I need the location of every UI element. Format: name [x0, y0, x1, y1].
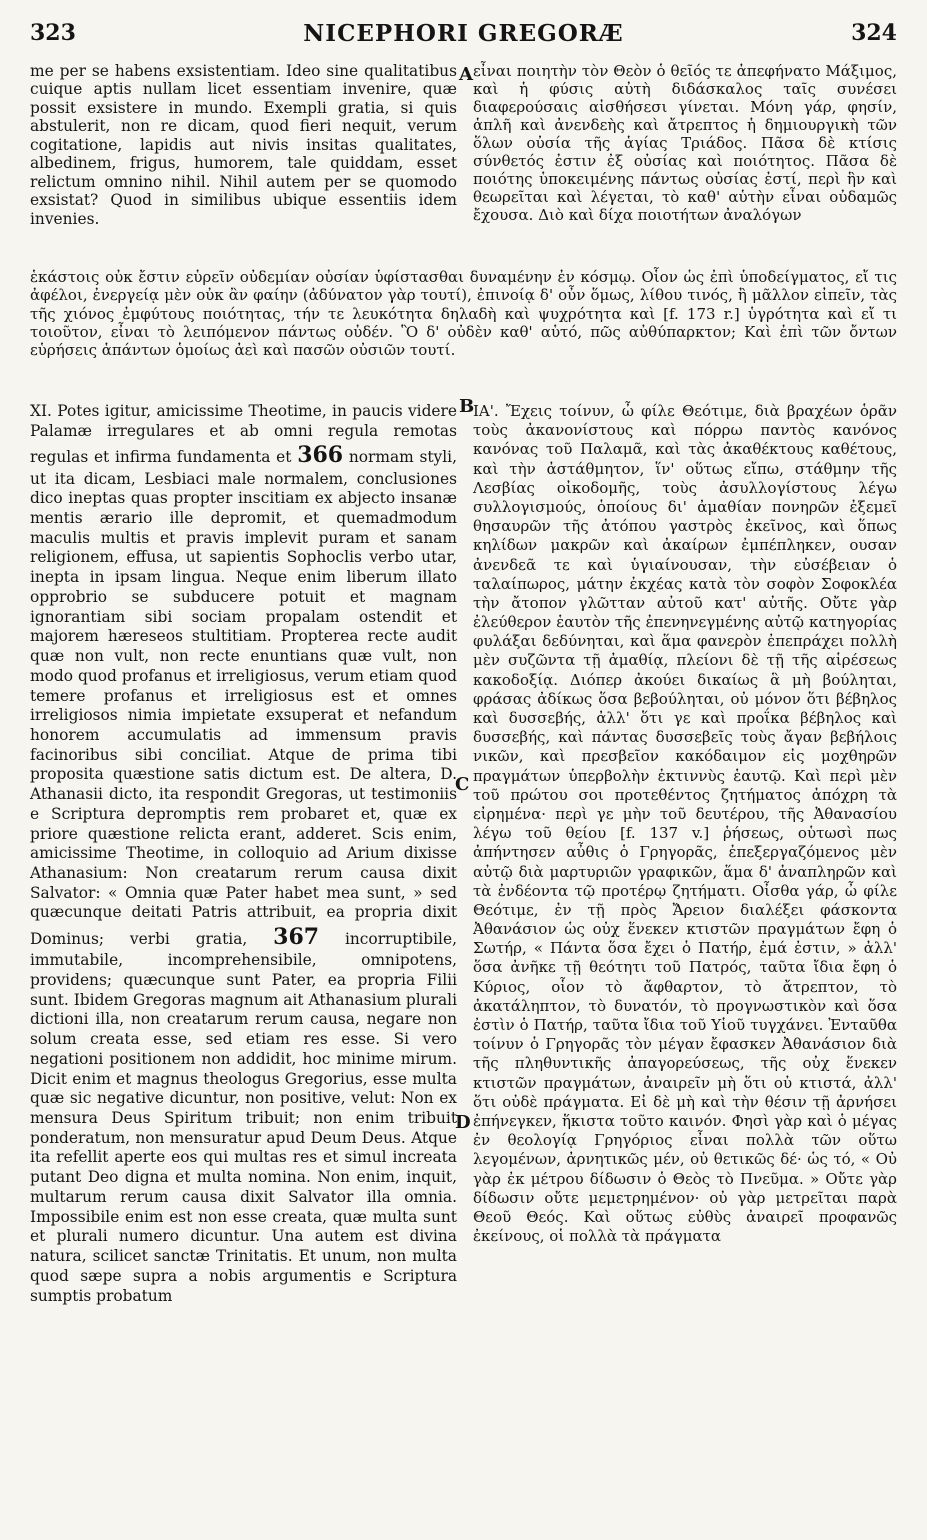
block-3 [30, 396, 897, 1522]
column-number-367: 367 [273, 924, 320, 951]
greek-paragraph: εἶναι ποιητὴν τὸν Θεὸν ὁ θεῖός τε ἀπεφήνατο Μάξιμος, καὶ ἡ φύσις αὐτὴ διδάσκαλος ταῖς συνέσει διαφερούσαις αἰσθήσεσι γίνεται. Μόνη γάρ, φησίν, ἁπλῆ καὶ ἀνενδεὴς καὶ ἄτρεπτος ἡ δημιουργικὴ τῶν ὅλων οὐσία τῆς ἁγίας Τριάδος. Πᾶσα δὲ κτίσις σύνθετός ἐστιν ἐξ οὐσίας καὶ ποιότητος. Πᾶσα δὲ ποιότης ὑποκειμένης πάντως οὐσίας ἐστί, περὶ ἣν καὶ θεωρεῖται καὶ λέγεται, τὸ καθ' αὑτὴν εἶναι οὐδαμῶς ἔχουσα. Διὸ καὶ δίχα ποιοτήτων ἀναλόγων [473, 62, 897, 224]
greek-column-1 [473, 62, 897, 224]
margin-letter-c: C [455, 774, 470, 795]
running-header [0, 6, 927, 46]
right-page-number: 324 [851, 20, 897, 46]
margin-letter-a: A [459, 64, 473, 85]
greek-column-2 [473, 402, 897, 1246]
greek-paragraph: ἑκάστοις οὐκ ἔστιν εὑρεῖν οὐδεμίαν οὐσίαν ὑφίστασθαι δυναμένην ἐν κόσμῳ. Οἷον ὡς ἐπὶ ὑποδείγματος, εἴ τις ἀφέλοι, ἐνεργείᾳ μὲν οὐκ ἂν φαίην (ἀδύνατον γὰρ τουτί), ἐπινοίᾳ δ' οὖν ὅμως, λίθου τινός, ἢ μᾶλλον εἰπεῖν, τὰς τῆς χιόνος ἐμφύτους ποιότητας, τήν τε λευκότητα δηλαδὴ καὶ ψυχρότητα καὶ [f. 173 r.] ὑγρότητα καὶ εἴ τι τοιοῦτον, εἶναι τὸ λειπόμενον πάντως οὐδέν. Ὃ δ' οὐδὲν καθ' αὑτό, πῶς αὐθύπαρκτον; Καὶ ἐπὶ τῶν ὄντων εὑρήσεις ἁπάντων ὁμοίως ἀεὶ καὶ πασῶν οὐσιῶν τουτί. [30, 268, 897, 360]
latin-paragraph: me per se habens exsistentiam. Ideo sine qualitatibus cuique aptis nullam licet essentiam invenire, quæ possit exsistere in mundo. Exempli gratia, si quis abstulerit, non re dicam, quod fieri nequit, verum cogitatione, lapidis aut nivis insitas qualitates, albedinem, frigus, humorem, tale quiddam, esset relictum omnino nihil. Nihil autem per se quomodo exsistat? Quod in similibus ubique essentiis idem invenies. [30, 62, 457, 228]
margin-letter-b: B [459, 396, 475, 417]
block-1 [30, 62, 897, 262]
latin-paragraph: XI. Potes igitur, amicissime Theotime, in paucis videre Palamæ irregulares et ab omni regula remotas regulas et infirma fundamenta et 366 normam styli, ut ita dicam, Lesbiaci male normalem, conclusiones dico ineptas quas propter inscitiam ex abjecto insanæ mentis ærario ille depromit, et quemadmodum maculis multis et pravis implevit puram et sanam religionem, effusa, ut sapientis Sophoclis verbo utar, inepta in ipsam lingua. Neque enim liberum illato opprobrio se subducere potuit et magnam ignorantiam sibi sociam propalam ostendit et majorem hæreseos stultitiam. Propterea recte audit quæ non vult, non recte enuntians quæ vult, non modo quod profanus et irreligiosus, verum etiam quod temere profanus et irreligiosus est et omnes irreligiosos nimia impietate exsuperat et nefandum honorem accumulatis ad immensum pravis facinoribus sibi conciliat. Atque de prima tibi proposita quæstione satis dictum est. De altera, D. Athanasii dicto, ita respondit Gregoras, ut testimoniis e Scriptura depromptis rem probaret et, quæ ex priore quæstione relicta erant, adderet. Scis enim, amicissime Theotime, in colloquio ad Arium dixisse Athanasium: Non creatarum rerum causa dixit Salvator: « Omnia quæ Pater habet mea sunt, » sed quæcunque deitati Patris attribuit, ea propria dixit Dominus; verbi gratia, 367 incorruptibile, immutabile, incomprehensibile, omnipotens, providens; quæcunque sunt Pater, ea propria Filii sunt. Ibidem Gregoras magnum ait Athanasium plurali dictioni illa, non creatarum rerum causa, negare non solum creata esse, sed etiam res esse. Si vero negationi positionem non addidit, hoc minime mirum. Dicit enim et magnus theologus Gregorius, esse multa quæ sic negative dicuntur, non positive, velut: Non ex mensura Deus Spiritum tribuit; non enim tribuit ponderatum, non mensuratur apud Deum Deus. Atque ita refellit aperte eos qui multas res et simul increata putant Deo digna et multa nomina. Non enim, inquit, multarum rerum causa dixit Salvator illa omnia. Impossibile enim est non esse creata, quæ multa sunt et plurali numero dicuntur. Una autem est divina natura, scilicet sanctæ Trinitatis. Et unum, non multa quod sæpe supra a nobis argumentis e Scriptura sumptis probatum [30, 402, 457, 1305]
margin-letter-d: D [455, 1112, 471, 1133]
latin-column-1 [30, 62, 457, 228]
block-2 [30, 268, 897, 398]
latin-column-2 [30, 402, 457, 1306]
greek-paragraph: ΙΑ'. Ἔχεις τοίνυν, ὦ φίλε Θεότιμε, διὰ βραχέων ὁρᾶν τοὺς ἀκανονίστους καὶ πόρρω παντὸς κανόνος κανόνας τοῦ Παλαμᾶ, καὶ τὰς ἀκαθέκτους καθέτους, καὶ τὴν ἀστάθμητον, ἵν' οὕτως εἴπω, στάθμην τῆς Λεσβίας οἰκοδομῆς, τοὺς ἀσυλλογίστους λέγω συλλογισμούς, ὁποίους δι' ἀμαθίαν πονηρῶν ἐξεμεῖ θησαυρῶν τῆς ἀτόπου γαστρὸς ἐκεῖνος, καὶ ὅπως κηλίδων μακρῶν καὶ ἀκαίρων ἐμπέπληκεν, ουσαν ἀνενδεᾶ τε καὶ ὑγιαίνουσαν, τὴν εὐσέβειαν ὁ ταλαίπωρος, μάτην ἐκχέας κατὰ τὸν σοφὸν Σοφοκλέα τὴν ἄτοπον γλῶτταν αὐτοῦ κατ' αὐτῆς. Οὔτε γὰρ ἐλεύθερον ἑαυτὸν τῆς ἐπενηνεγμένης αὐτῷ κατηγορίας φυλάξαι δεδύνηται, καὶ ἅμα φανερὸν ἐπεπράχει πολλὴ μὲν συζῶντα τῇ ἀμαθίᾳ, πλείονι δὲ τῇ τῆς αἱρέσεως κακοδοξίᾳ. Διόπερ ἀκούει δικαίως ἃ μὴ βούληται, φράσας ἀδίκως ὅσα βεβούληται, οὐ μόνον ὅτι βέβηλος καὶ δυσσεβής, ἀλλ' ὅτι γε καὶ προΐκα βέβηλος καὶ δυσσεβής, καὶ πάντας δυσσεβεῖς τοὺς ἄγαν βεβήλοις νικῶν, καὶ πρεσβεῖον κακόδαιμον εἰς μοχθηρῶν πραγμάτων ὑπερβολὴν ἐκτιννὺς ἑαυτῷ. Καὶ περὶ μὲν τοῦ πρώτου σοι προτεθέντος ζητήματος ἀπόχρη τὰ εἰρημένα· περὶ γε μὴν τοῦ δευτέρου, τῆς Ἀθανασίου λέγω τοῦ θείου [f. 137 v.] ῥήσεως, οὑτωσὶ πως ἀπήντησεν αὖθις ὁ Γρηγορᾶς, ἐπεξεργαζόμενος μὲν αὐτῷ διὰ μαρτυριῶν γραφικῶν, ἅμα δ' ἀναπληρῶν καὶ τὰ ἐνδέοντα τῷ προτέρῳ ζητήματι. Οἶσθα γάρ, ὦ φίλε Θεότιμε, ἐν τῇ πρὸς Ἄρειον διαλέξει φάσκοντα Ἀθανάσιον ὡς οὐχ ἕνεκεν κτιστῶν πραγμάτων ἔφη ὁ Σωτήρ, « Πάντα ὅσα ἔχει ὁ Πατήρ, ἐμά ἐστιν, » ἀλλ' ὅσα ἀνῆκε τῇ θεότητι τοῦ Πατρός, ταῦτα ἴδια ἔφη ὁ Κύριος, οἷον τὸ ἄφθαρτον, τὸ ἄτρεπτον, τὸ ἀκατάληπτον, τὸ δυνατόν, τὸ προγνωστικὸν καὶ ὅσα ἐστὶν ὁ Πατήρ, ταῦτα ἴδια τοῦ Υἱοῦ τυγχάνει. Ἐνταῦθα τοίνυν ὁ Γρηγορᾶς τὸν μέγαν ἔφασκεν Ἀθανάσιον διὰ τῆς πληθυντικῆς ἀπαγορεύσεως, τῆς οὐχ ἕνεκεν κτιστῶν πραγμάτων, ἀναιρεῖν μὴ ὅτι οὐ κτιστά, ἀλλ' ὅτι οὐδὲ πράγματα. Εἰ δὲ μὴ καὶ τὴν θέσιν τῇ ἀρνήσει ἐπήνεγκεν, ἥκιστα τοῦτο καινόν. Φησὶ γὰρ καὶ ὁ μέγας ἐν θεολογίᾳ Γρηγόριος εἶναι πολλὰ τῶν οὕτω λεγομένων, ἀρνητικῶς μέν, οὐ θετικῶς δέ· ὡς τό, « Οὐ γὰρ ἐκ μέτρου δίδωσιν ὁ Θεὸς τὸ Πνεῦμα. » Οὔτε γὰρ δίδωσιν οὔτε μεμετρημένον· οὐ γὰρ μετρεῖται παρὰ Θεοῦ Θεός. Καὶ οὕτως εὐθὺς ἀναιρεῖ προφανῶς ἐκείνους, οἱ πολλὰ τὰ πράγματα [473, 402, 897, 1246]
greek-full-width [30, 268, 897, 359]
column-number-366: 366 [297, 442, 344, 469]
left-page-number: 323 [30, 20, 76, 46]
running-title: NICEPHORI GREGORÆ [303, 20, 624, 47]
